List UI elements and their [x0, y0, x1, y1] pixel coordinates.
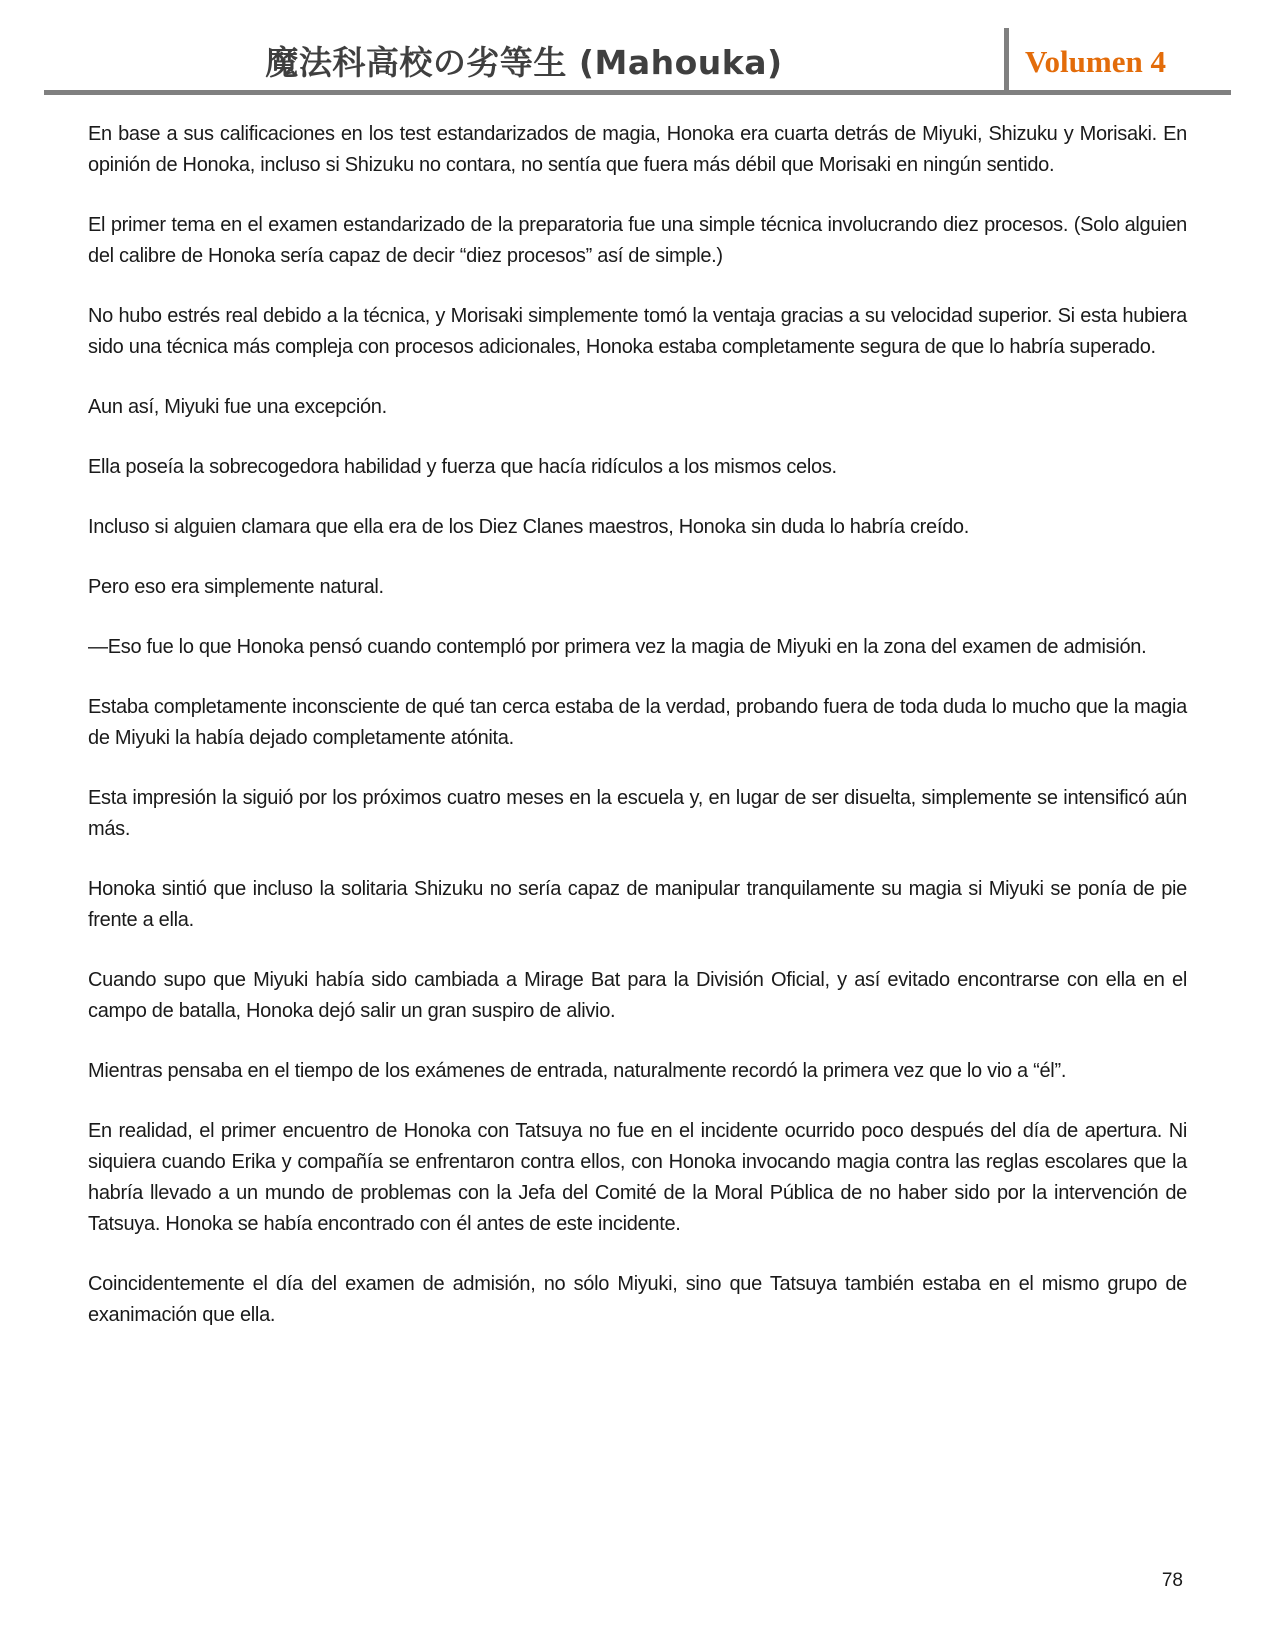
header-volume-cell [1009, 44, 1231, 90]
page-header [0, 0, 1275, 90]
volume-label: Volumen 4 [1025, 44, 1166, 79]
paragraph: Ella poseía la sobrecogedora habilidad y fuerza que hacía ridículos a los mismos celos. [88, 456, 837, 478]
paragraph: Estaba completamente inconsciente de qué tan cerca estaba de la verdad, probando fuera de toda duda lo mucho que la magia de Miyuki la había dejado completamente atónita. [88, 696, 1187, 749]
header-title-cell [44, 37, 1004, 90]
paragraph: Incluso si alguien clamara que ella era de los Diez Clanes maestros, Honoka sin duda lo habría creído. [88, 516, 970, 538]
paragraph: En base a sus calificaciones en los test estandarizados de magia, Honoka era cuarta detrás de Miyuki, Shizuku y Morisaki. En opinión de Honoka, incluso si Shizuku no contara, no sentía que fuera más débil que Morisaki en ningún sentido. [88, 123, 1187, 176]
paragraph: —Eso fue lo que Honoka pensó cuando contempló por primera vez la magia de Miyuki en la zona del examen de admisión. [88, 636, 1147, 658]
paragraph: Cuando supo que Miyuki había sido cambiada a Mirage Bat para la División Oficial, y así evitado encontrarse con ella en el campo de batalla, Honoka dejó salir un gran suspiro de alivio. [88, 969, 1187, 1022]
paragraph: El primer tema en el examen estandarizado de la preparatoria fue una simple técnica involucrando diez procesos. (Solo alguien del calibre de Honoka sería capaz de decir “diez procesos” así de simple.) [88, 214, 1187, 267]
paragraph: En realidad, el primer encuentro de Honoka con Tatsuya no fue en el incidente ocurrido poco después del día de apertura. Ni siquiera cuando Erika y compañía se enfrentaron contra ellos, con Honoka invocando magia contra las reglas escolares que la habría llevado a un mundo de problemas con la Jefa del Comité de la Moral Pública de no haber sido por la intervención de Tatsuya. Honoka se había encontrado con él antes de este incidente. [88, 1120, 1187, 1235]
body-text [0, 95, 1275, 1331]
paragraph: Mientras pensaba en el tiempo de los exámenes de entrada, naturalmente recordó la primera vez que lo vio a “él”. [88, 1060, 1067, 1082]
paragraph: Honoka sintió que incluso la solitaria Shizuku no sería capaz de manipular tranquilamente su magia si Miyuki se ponía de pie frente a ella. [88, 878, 1187, 931]
page-number: 78 [1161, 1570, 1183, 1591]
paragraph: Esta impresión la siguió por los próximos cuatro meses en la escuela y, en lugar de ser disuelta, simplemente se intensificó aún más. [88, 787, 1187, 840]
paragraph: Coincidentemente el día del examen de admisión, no sólo Miyuki, sino que Tatsuya también estaba en el mismo grupo de exanimación que ella. [88, 1273, 1187, 1326]
paragraph: Pero eso era simplemente natural. [88, 576, 384, 598]
page-title: 魔法科高校の劣等生 (Mahouka) [265, 43, 783, 82]
paragraph: No hubo estrés real debido a la técnica, y Morisaki simplemente tomó la ventaja gracias a su velocidad superior. Si esta hubiera sido una técnica más compleja con procesos adicionales, Honoka estaba completamente segura de que lo habría superado. [88, 305, 1187, 358]
paragraph: Aun así, Miyuki fue una excepción. [88, 396, 387, 418]
